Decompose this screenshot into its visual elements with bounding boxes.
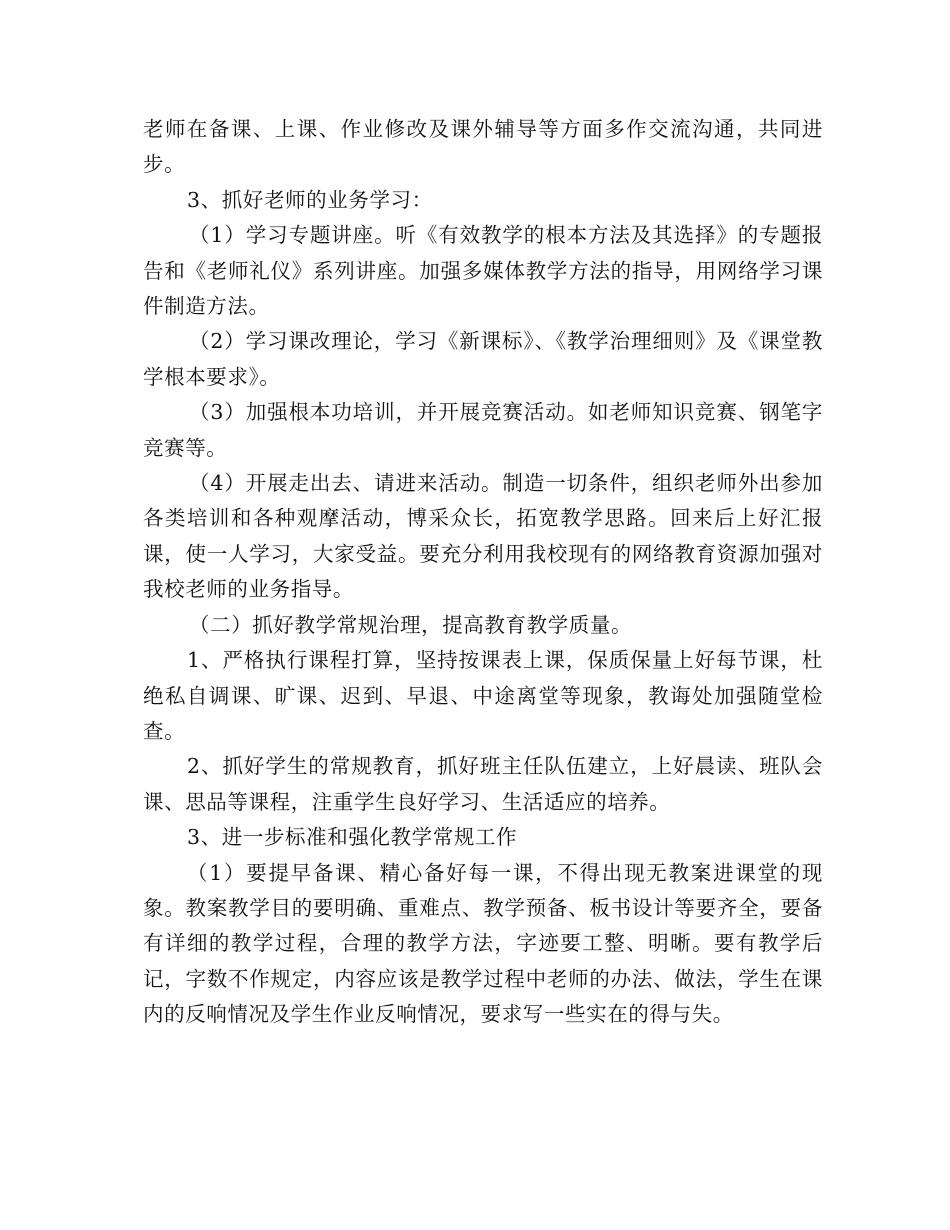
document-body	[143, 112, 823, 1033]
paragraph-subitem-1-lectures: （1）学习专题讲座。听《有效教学的根本方法及其选择》的专题报告和《老师礼仪》系列讲座。加强多媒体教学方法的指导，用网络学习课件制造方法。	[143, 223, 823, 319]
paragraph-item-3-standards: 3、进一步标准和强化教学常规工作	[187, 825, 518, 850]
paragraph-subitem-4-activities: （4）开展走出去、请进来活动。制造一切条件，组织老师外出参加各类培训和各种观摩活动，博采众长，拓宽教学思路。回来后上好汇报课，使一人学习，大家受益。要充分利用我校现有的网络教育资源加强对我校老师的业务指导。	[143, 471, 823, 602]
paragraph-continuation: 老师在备课、上课、作业修改及课外辅导等方面多作交流沟通，共同进步。	[143, 117, 823, 177]
paragraph-item-3-study: 3、抓好老师的业务学习：	[187, 187, 433, 212]
paragraph-subitem-1-lesson-prep: （1）要提早备课、精心备好每一课，不得出现无教案进课堂的现象。教案教学目的要明确、重难点、教学预备、板书设计等要齐全，要备有详细的教学过程，合理的教学方法，字迹要工整、明晰。要有教学后记，字数不作规定，内容应该是教学过程中老师的办法、做法，学生在课内的反响情况及学生作业反响情况，要求写一些实在的得与失。	[143, 860, 823, 1027]
paragraph-item-2-routine: 2、抓好学生的常规教育，抓好班主任队伍建立，上好晨读、班队会课、思品等课程，注重学生良好学习、生活适应的培养。	[143, 754, 823, 814]
paragraph-subitem-3-training: （3）加强根本功培训，并开展竞赛活动。如老师知识竞赛、钢笔字竞赛等。	[143, 400, 823, 460]
paragraph-subitem-2-reform-theory: （2）学习课改理论，学习《新课标》、《教学治理细则》及《课堂教学根本要求》。	[143, 329, 823, 389]
paragraph-item-1-schedule: 1、严格执行课程打算，坚持按课表上课，保质保量上好每节课，杜绝私自调课、旷课、迟到、早退、中途离堂等现象，教诲处加强随堂检查。	[143, 648, 823, 743]
section-heading-2: （二）抓好教学常规治理，提高教育教学质量。	[189, 612, 633, 637]
